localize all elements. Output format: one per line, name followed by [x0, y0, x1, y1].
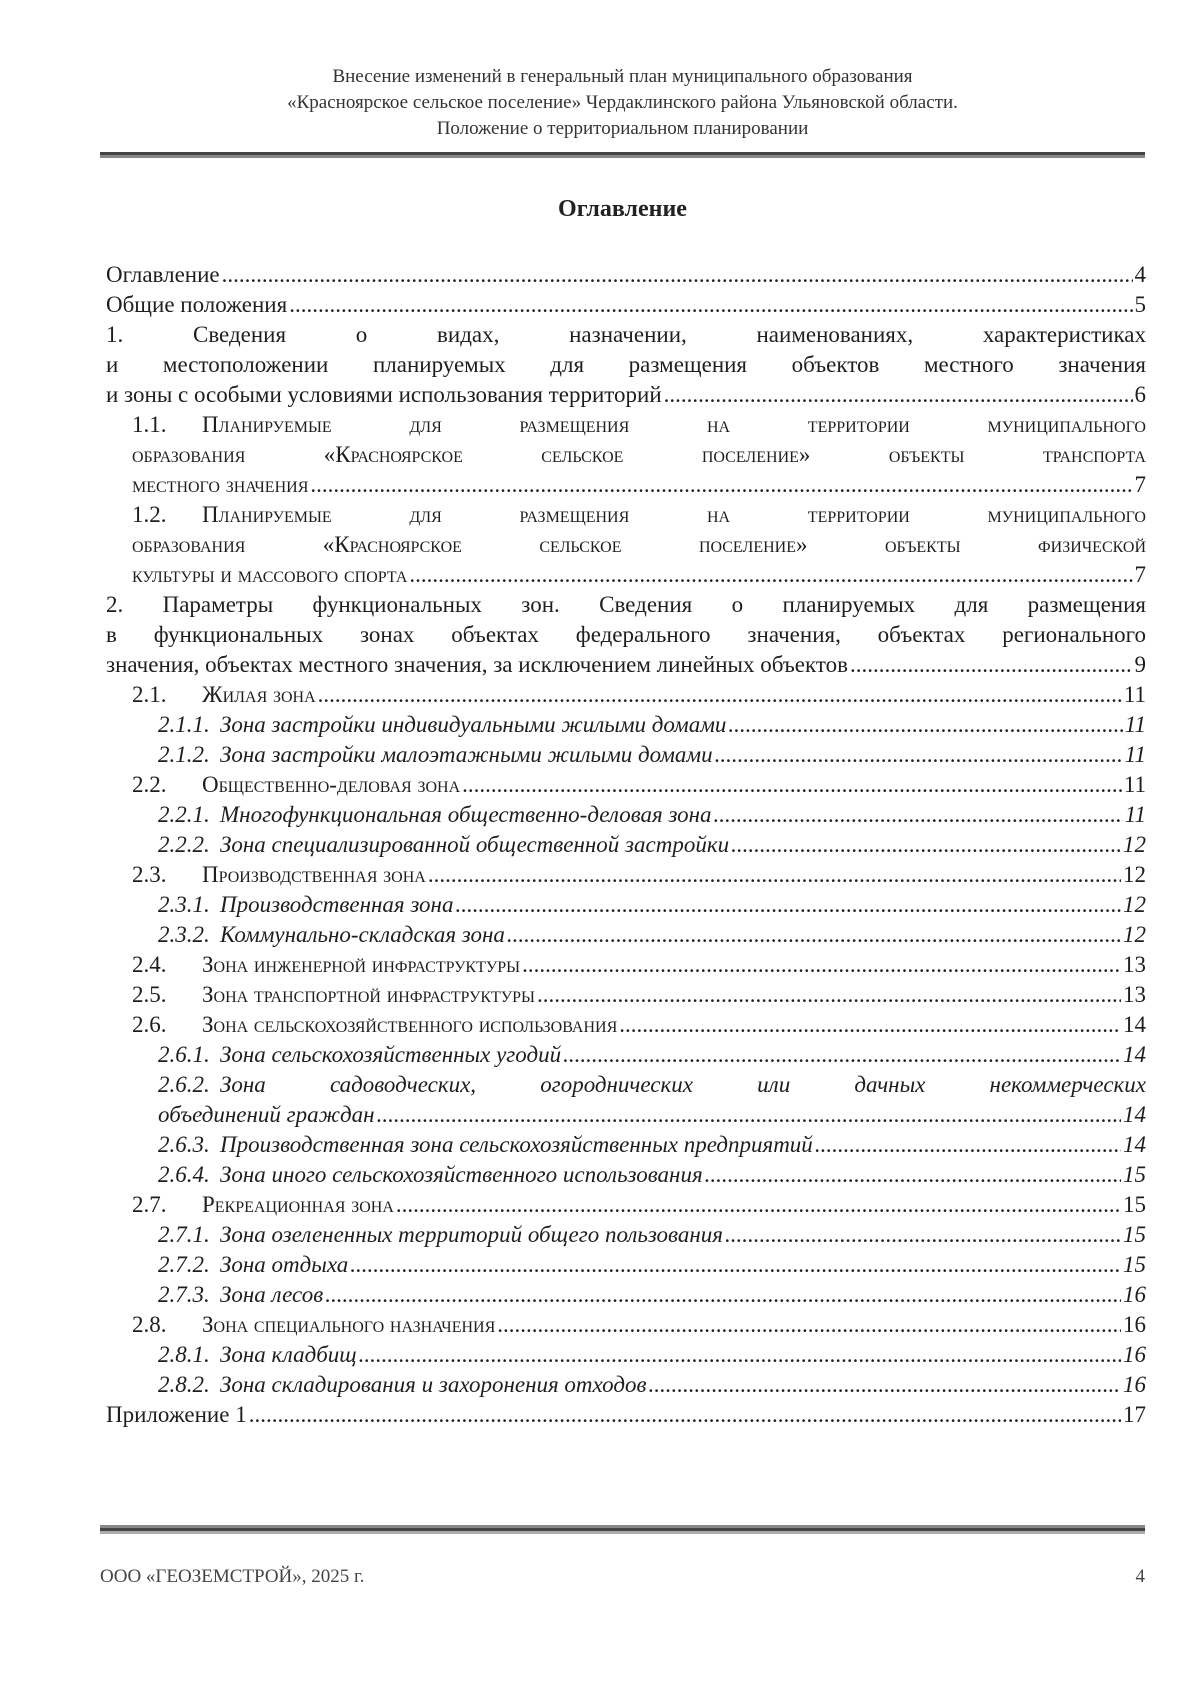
toc-entry-number: 2.6.4. — [158, 1162, 210, 1187]
toc-entry-page: 11 — [1124, 712, 1146, 737]
toc-entry-title: Зона транспортной инфраструктуры — [202, 982, 535, 1007]
header-line-1: Внесение изменений в генеральный план муниципального образования — [332, 66, 913, 87]
toc-entry-page: 15 — [1123, 1192, 1146, 1217]
page-footer — [100, 1566, 1145, 1588]
toc-leader-dots — [310, 470, 1132, 500]
toc-entry-title: в функциональных зонах объектах федерального значения, объектах регионального — [106, 622, 1146, 647]
toc-entry[interactable] — [106, 1070, 1146, 1130]
toc-entry-number: 1.2. — [132, 502, 167, 527]
toc-entry-title: Зона лесов — [220, 1282, 324, 1307]
header-divider — [100, 152, 1145, 155]
toc-entry-number: 2.7.3. — [158, 1282, 210, 1307]
toc-entry-page: 16 — [1123, 1342, 1146, 1367]
toc-entry-title: Зона сельскохозяйственных угодий — [220, 1042, 562, 1067]
toc-entry-page: 15 — [1123, 1162, 1146, 1187]
toc-leader-dots — [649, 1370, 1122, 1400]
toc-leader-dots — [396, 1190, 1121, 1220]
toc-entry-page: 11 — [1123, 772, 1146, 797]
toc-entry[interactable] — [106, 1400, 1146, 1430]
toc-leader-dots — [428, 860, 1121, 890]
toc-entry-title: Приложение 1 — [106, 1402, 247, 1427]
toc-entry-title: значения, объектах местного значения, за исключением линейных объектов — [106, 652, 848, 677]
toc-entry-page: 14 — [1123, 1012, 1146, 1037]
toc-entry-number: 2.2.1. — [158, 802, 210, 827]
toc-entry[interactable] — [106, 290, 1146, 320]
toc-leader-dots — [815, 1130, 1121, 1160]
toc-entry-title: и зоны с особыми условиями использования территорий — [106, 382, 662, 407]
toc-entry-number: 2.6.3. — [158, 1132, 210, 1157]
toc-entry-title: образования «Красноярское сельское поселение» объекты физической — [132, 532, 1146, 557]
toc-entry-number: 2.1.2. — [158, 742, 210, 767]
toc-entry-title: и местоположении планируемых для размещения объектов местного значения — [106, 352, 1146, 377]
toc-entry-number: 2.1. — [132, 682, 167, 707]
toc-entry-page: 13 — [1123, 952, 1146, 977]
toc-entry[interactable] — [106, 860, 1146, 890]
toc-entry[interactable] — [106, 800, 1146, 830]
toc-entry-number: 2.8.1. — [158, 1342, 210, 1367]
toc-entry-title: Зона застройки индивидуальными жилыми домами — [220, 712, 727, 737]
toc-entry-title: Общественно-деловая зона — [202, 772, 461, 797]
toc-leader-dots — [377, 1100, 1121, 1130]
toc-leader-dots — [222, 260, 1133, 290]
toc-entry-title: объединений граждан — [158, 1102, 375, 1127]
toc-entry-page: 4 — [1134, 262, 1146, 287]
toc-entry-title: Коммунально-складская зона — [220, 922, 505, 947]
toc-leader-dots — [522, 950, 1121, 980]
toc-leader-dots — [664, 380, 1133, 410]
toc-leader-dots — [715, 740, 1123, 770]
toc-entry-page: 11 — [1124, 802, 1146, 827]
toc-leader-dots — [350, 1250, 1121, 1280]
toc-entry-page: 16 — [1123, 1312, 1146, 1337]
toc-entry-page: 16 — [1123, 1282, 1146, 1307]
toc-entry-title: Зона отдыха — [220, 1252, 349, 1277]
toc-entry-page: 15 — [1123, 1252, 1146, 1277]
toc-entry-page: 11 — [1124, 742, 1146, 767]
toc-entry-title: Рекреационная зона — [202, 1192, 394, 1217]
toc-entry-title: Зона озелененных территорий общего пользования — [220, 1222, 723, 1247]
toc-entry-page: 12 — [1123, 922, 1146, 947]
toc-entry-page: 12 — [1123, 862, 1146, 887]
toc-entry-page: 12 — [1123, 892, 1146, 917]
toc-entry-title: образования «Красноярское сельское поселение» объекты транспорта — [132, 442, 1146, 467]
toc-entry-number: 2.7.1. — [158, 1222, 210, 1247]
toc-entry-page: 12 — [1123, 832, 1146, 857]
toc-entry-number: 2.5. — [132, 982, 167, 1007]
toc-leader-dots — [731, 830, 1121, 860]
toc-entry[interactable] — [106, 1220, 1146, 1250]
toc-entry[interactable] — [106, 1340, 1146, 1370]
header-line-3: Положение о территориальном планировании — [436, 118, 809, 139]
toc-entry-title: культуры и массового спорта — [132, 562, 408, 587]
toc-entry-page: 14 — [1123, 1132, 1146, 1157]
toc-entry-page: 6 — [1134, 382, 1146, 407]
toc-title: Оглавление — [558, 196, 687, 222]
toc-entry-number: 2.2. — [132, 772, 167, 797]
header-line-2: «Красноярское сельское поселение» Чердаклинского района Ульяновской области. — [287, 92, 958, 113]
toc-leader-dots — [714, 800, 1123, 830]
toc-leader-dots — [455, 890, 1121, 920]
toc-entry-title: Производственная зона — [202, 862, 426, 887]
toc-entry-title: Зона специализированной общественной застройки — [220, 832, 730, 857]
footer-page-number: 4 — [1135, 1566, 1145, 1587]
toc-entry-number: 2.6. — [132, 1012, 167, 1037]
toc-entry[interactable] — [106, 890, 1146, 920]
toc-entry[interactable] — [106, 410, 1146, 500]
toc-entry-page: 7 — [1134, 472, 1146, 497]
toc-entry-number: 2.4. — [132, 952, 167, 977]
toc-leader-dots — [850, 650, 1133, 680]
toc-entry-page: 7 — [1134, 562, 1146, 587]
toc-entry-title: 2. Параметры функциональных зон. Сведения о планируемых для размещения — [106, 592, 1146, 617]
toc-entry-number: 2.7. — [132, 1192, 167, 1217]
toc-leader-dots — [359, 1340, 1121, 1370]
toc-entry[interactable] — [106, 1190, 1146, 1220]
toc-entry-title: местного значения — [132, 472, 309, 497]
toc-entry-title: Жилая зона — [202, 682, 316, 707]
toc-entry[interactable] — [106, 770, 1146, 800]
toc-entry-title: Зона складирования и захоронения отходов — [220, 1372, 647, 1397]
table-of-contents — [106, 260, 1146, 1430]
toc-leader-dots — [325, 1280, 1121, 1310]
toc-leader-dots — [563, 1040, 1121, 1070]
toc-entry-page: 17 — [1123, 1402, 1146, 1427]
toc-entry-title: Производственная зона сельскохозяйственных предприятий — [220, 1132, 813, 1157]
toc-entry[interactable] — [106, 950, 1146, 980]
toc-leader-dots — [537, 980, 1121, 1010]
toc-entry-page: 14 — [1123, 1102, 1146, 1127]
toc-entry-title: Зона сельскохозяйственного использования — [202, 1012, 618, 1037]
toc-leader-dots — [462, 770, 1122, 800]
toc-entry-number: 2.1.1. — [158, 712, 210, 737]
toc-entry-title: Зона иного сельскохозяйственного использования — [220, 1162, 703, 1187]
toc-entry-title: Оглавление — [106, 262, 220, 287]
toc-entry[interactable] — [106, 1250, 1146, 1280]
toc-entry-number: 2.6.1. — [158, 1042, 210, 1067]
toc-leader-dots — [497, 1310, 1121, 1340]
toc-entry[interactable] — [106, 1310, 1146, 1340]
toc-entry-title: Зона кладбищ — [220, 1342, 357, 1367]
toc-entry-number: 2.8.2. — [158, 1372, 210, 1397]
toc-entry-title: Многофункциональная общественно-деловая зона — [220, 802, 712, 827]
toc-entry[interactable] — [106, 1040, 1146, 1070]
toc-leader-dots — [725, 1220, 1121, 1250]
toc-entry[interactable] — [106, 980, 1146, 1010]
toc-entry-title: Производственная зона — [220, 892, 454, 917]
toc-leader-dots — [249, 1400, 1121, 1430]
toc-entry-page: 11 — [1123, 682, 1146, 707]
toc-leader-dots — [728, 710, 1122, 740]
toc-leader-dots — [507, 920, 1121, 950]
toc-entry[interactable] — [106, 1160, 1146, 1190]
toc-entry[interactable] — [106, 740, 1146, 770]
toc-leader-dots — [619, 1010, 1121, 1040]
toc-entry-number: 2.6.2. — [158, 1072, 210, 1097]
toc-entry-page: 5 — [1134, 292, 1146, 317]
toc-leader-dots — [318, 680, 1122, 710]
toc-entry[interactable] — [106, 680, 1146, 710]
toc-entry[interactable] — [106, 830, 1146, 860]
toc-entry[interactable] — [106, 590, 1146, 680]
toc-entry-number: 2.3.1. — [158, 892, 210, 917]
toc-entry-number: 2.8. — [132, 1312, 167, 1337]
toc-entry-title: Планируемые для размещения на территории муниципального — [202, 412, 1146, 437]
toc-entry-title: Планируемые для размещения на территории муниципального — [202, 502, 1146, 527]
toc-entry-page: 16 — [1123, 1372, 1146, 1397]
toc-entry-title: Зона садоводческих, огороднических или дачных некоммерческих — [220, 1072, 1146, 1097]
toc-entry-page: 9 — [1134, 652, 1146, 677]
toc-entry-page: 14 — [1123, 1042, 1146, 1067]
page-header — [100, 64, 1145, 142]
toc-entry-page: 13 — [1123, 982, 1146, 1007]
footer-company: ООО «ГЕОЗЕМСТРОЙ», 2025 г. — [100, 1566, 365, 1587]
toc-entry[interactable] — [106, 500, 1146, 590]
toc-entry-title: Зона застройки малоэтажными жилыми домами — [220, 742, 713, 767]
toc-entry[interactable] — [106, 1280, 1146, 1310]
toc-entry[interactable] — [106, 920, 1146, 950]
toc-entry[interactable] — [106, 1370, 1146, 1400]
footer-divider — [100, 1528, 1145, 1531]
toc-entry-title: Зона инженерной инфраструктуры — [202, 952, 521, 977]
toc-entry-number: 1.1. — [132, 412, 167, 437]
toc-entry[interactable] — [106, 1130, 1146, 1160]
toc-entry[interactable] — [106, 710, 1146, 740]
toc-entry-number: 2.3. — [132, 862, 167, 887]
toc-entry[interactable] — [106, 320, 1146, 410]
toc-entry-title: Зона специального назначения — [202, 1312, 496, 1337]
toc-entry-title: Общие положения — [106, 292, 288, 317]
toc-entry[interactable] — [106, 260, 1146, 290]
toc-leader-dots — [705, 1160, 1121, 1190]
toc-entry-number: 2.7.2. — [158, 1252, 210, 1277]
toc-leader-dots — [289, 290, 1132, 320]
toc-entry-number: 2.2.2. — [158, 832, 210, 857]
toc-leader-dots — [409, 560, 1132, 590]
toc-entry[interactable] — [106, 1010, 1146, 1040]
toc-entry-number: 2.3.2. — [158, 922, 210, 947]
toc-entry-title: 1. Сведения о видах, назначении, наименованиях, характеристиках — [106, 322, 1146, 347]
toc-entry-page: 15 — [1123, 1222, 1146, 1247]
